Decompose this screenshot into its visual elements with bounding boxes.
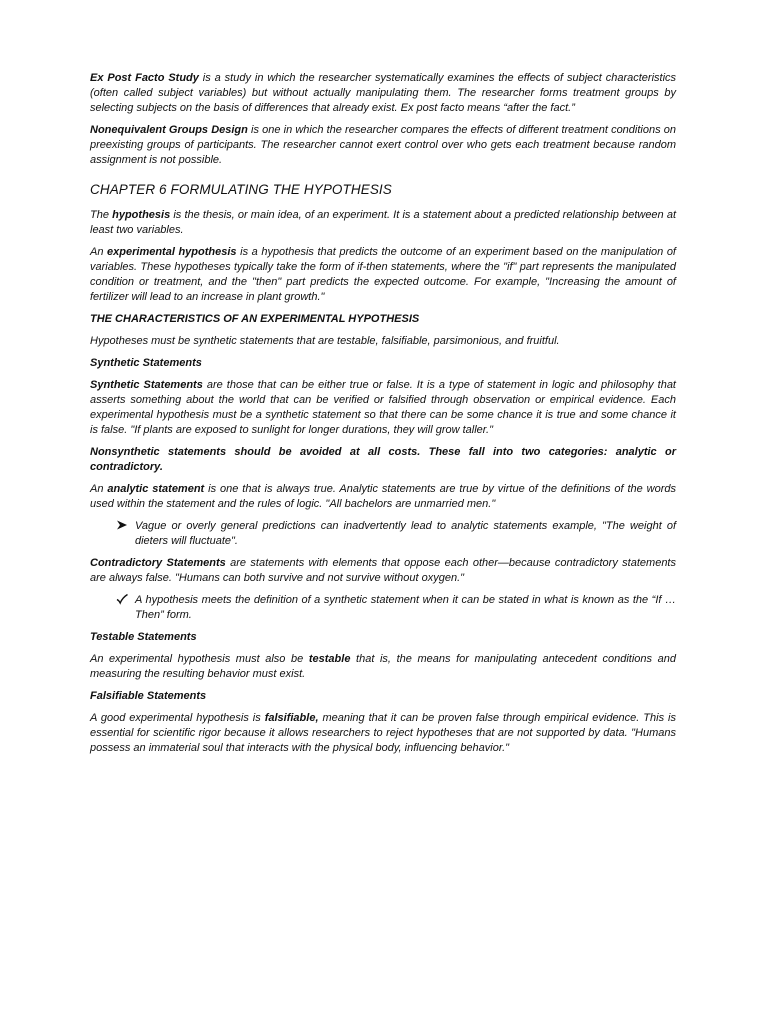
paragraph-hypothesis: [90, 208, 676, 238]
paragraph-lead: An: [90, 246, 108, 258]
heading-falsifiable-statements: Falsifiable Statements: [90, 690, 207, 702]
bullet-if-then-form: [90, 593, 676, 623]
term-hypothesis: hypothesis: [112, 209, 171, 221]
document-body: [90, 71, 676, 763]
bullet-text: A hypothesis meets the definition of a synthetic statement when it can be stated in what is known as the “If … Then” form.: [135, 594, 676, 621]
chapter-title: CHAPTER 6 FORMULATING THE HYPOTHESIS: [90, 182, 392, 197]
characteristics-heading: THE CHARACTERISTICS OF AN EXPERIMENTAL HYPOTHESIS: [90, 313, 420, 325]
paragraph-text: are those that can be either true or false. It is a type of statement in logic and philosophy that asserts something about the world that can be verified or falsified through observation or empirical evidence. Each experimental hypothesis must be a synthetic statement so that there can be some chance it is true and some chance it is false. "If plants are exposed to sunlight for longer durations, they will grow taller.": [90, 379, 676, 436]
paragraph-ex-post-facto: [90, 71, 676, 116]
paragraph-text: are statements with elements that oppose each other—because contradictory statements are always false. "Humans can both survive and not survive without oxygen.": [90, 557, 676, 584]
paragraph-contradictory-statements: [90, 556, 676, 586]
paragraph-text: meaning that it can be proven false through empirical evidence. This is essential for scientific rigor because it allows researchers to reject hypotheses that are not supported by data. "Humans possess an immaterial soul that interacts with the physical body, influencing behavior.": [90, 712, 676, 754]
arrow-bullet-icon: [116, 519, 128, 536]
paragraph-lead: The: [90, 209, 113, 221]
term-nonequivalent-groups: Nonequivalent Groups Design: [90, 124, 248, 136]
paragraph-experimental-hypothesis: [90, 245, 676, 305]
term-experimental-hypothesis: experimental hypothesis: [107, 246, 237, 258]
paragraph-lead: An experimental hypothesis must also be: [90, 653, 309, 665]
paragraph-text: is one in which the researcher compares the effects of different treatment conditions on preexisting groups of participants. The researcher cannot exert control over who gets each treatment because random assignment is not possible.: [90, 124, 676, 166]
paragraph-falsifiable: [90, 711, 676, 756]
term-ex-post-facto: Ex Post Facto Study: [90, 72, 199, 84]
heading-synthetic-statements: Synthetic Statements: [90, 357, 202, 369]
paragraph-analytic-statement: [90, 482, 676, 512]
paragraph-text: is the thesis, or main idea, of an experiment. It is a statement about a predicted relationship between at least two variables.: [90, 209, 677, 236]
bullet-text: Vague or overly general predictions can inadvertently lead to analytic statements example, "The weight of dieters will fluctuate".: [135, 520, 676, 547]
checkmark-bullet-icon: [116, 593, 128, 610]
paragraph-nonequivalent-groups: [90, 123, 676, 168]
paragraph-hypotheses-must-be: Hypotheses must be synthetic statements that are testable, falsifiable, parsimonious, and fruitful.: [90, 335, 560, 347]
term-testable: testable: [308, 653, 351, 665]
heading-testable-statements: Testable Statements: [90, 631, 197, 643]
paragraph-nonsynthetic: Nonsynthetic statements should be avoided at all costs. These fall into two categories: analytic or contradictory.: [90, 446, 676, 473]
term-contradictory-statements: Contradictory Statements: [90, 557, 226, 569]
paragraph-text: is one that is always true. Analytic statements are true by virtue of the definitions of the words used within the statement and the rules of logic. "All bachelors are unmarried men.": [90, 483, 676, 510]
paragraph-text: is a study in which the researcher systematically examines the effects of subject characteristics (often called subject variables) but without actually manipulating them. The researcher forms treatment groups by selecting subjects on the basis of differences that already exist. Ex post facto means “after the fact.”: [90, 72, 677, 114]
paragraph-text: is a hypothesis that predicts the outcome of an experiment based on the manipulation of variables. These hypotheses typically take the form of if-then statements, where the "if" part represents the manipulated condition or treatment, and the "then" part predicts the expected outcome. For example, "Increasing the amount of fertilizer will lead to an increase in plant growth.": [90, 246, 676, 303]
paragraph-text: that is, the means for manipulating antecedent conditions and measuring the resulting behavior must exist.: [90, 653, 676, 680]
paragraph-lead: An: [90, 483, 108, 495]
term-analytic-statement: analytic statement: [107, 483, 205, 495]
term-synthetic-statements: Synthetic Statements: [90, 379, 203, 391]
paragraph-lead: A good experimental hypothesis is: [90, 712, 265, 724]
paragraph-testable: [90, 652, 676, 682]
bullet-vague-predictions: [90, 519, 676, 549]
paragraph-synthetic-statements: [90, 378, 676, 438]
term-falsifiable: falsifiable,: [264, 712, 319, 724]
